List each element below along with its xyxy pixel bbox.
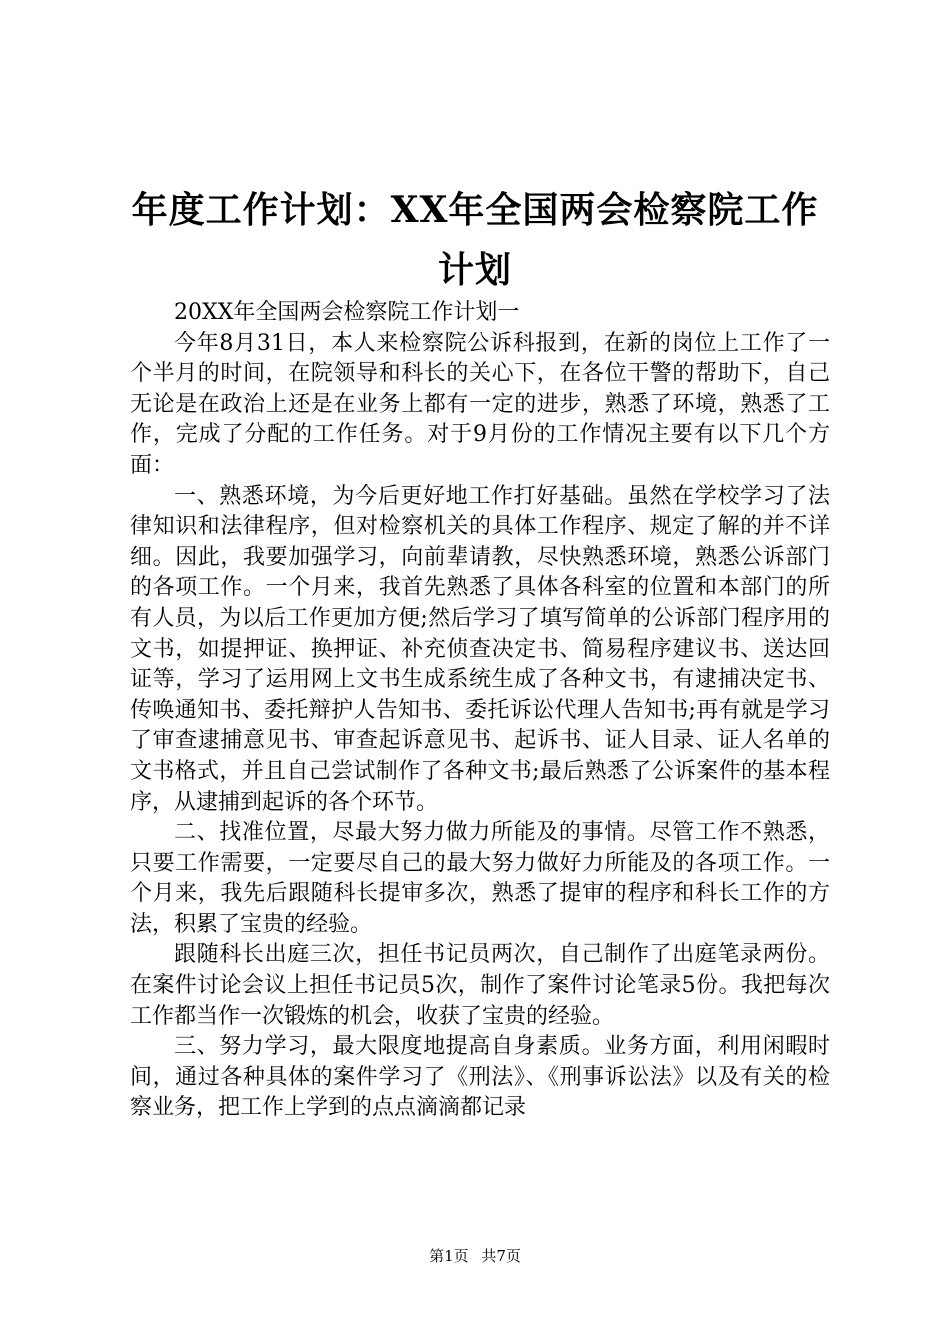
paragraph: 一、熟悉环境，为今后更好地工作打好基础。虽然在学校学习了法律知识和法律程序，但对检察机关的具体工作程序、规定了解的并不详细。因此，我要加强学习，向前辈请教，尽快熟悉环境，熟悉公诉部门的各项工作。一个月来，我首先熟悉了具体各科室的位置和本部门的所有人员，为以后工作更加方便;然后学习了填写简单的公诉部门程序用的文书，如提押证、换押证、补充侦查决定书、简易程序建议书、送达回证等，学习了运用网上文书生成系统生成了各种文书，有逮捕决定书、传唤通知书、委托辩护人告知书、委托诉讼代理人告知书;再有就是学习了审查逮捕意见书、审查起诉意见书、起诉书、证人目录、证人名单的文书格式，并且自己尝试制作了各种文书;最后熟悉了公诉案件的基本程序，从逮捕到起诉的各个环节。	[130, 483, 830, 815]
document-title: 年度工作计划：XX年全国两会检察院工作计划	[131, 189, 819, 291]
paragraph: 跟随科长出庭三次，担任书记员两次，自己制作了出庭笔录两份。在案件讨论会议上担任书记员5次，制作了案件讨论笔录5份。我把每次工作都当作一次锻炼的机会，收获了宝贵的经验。	[130, 942, 830, 1029]
page-number: 第1页	[429, 1247, 469, 1265]
paragraph: 今年8月31日，本人来检察院公诉科报到，在新的岗位上工作了一个半月的时间，在院领导和科长的关心下，在各位干警的帮助下，自己无论是在政治上还是在业务上都有一定的进步，熟悉了环境，熟悉了工作，完成了分配的工作任务。对于9月份的工作情况主要有以下几个方面：	[130, 330, 830, 478]
page-total: 共7页	[481, 1247, 521, 1265]
paragraph: 三、努力学习，最大限度地提高自身素质。业务方面，利用闲暇时间，通过各种具体的案件学习了《刑法》、《刑事诉讼法》以及有关的检察业务，把工作上学到的点点滴滴都记录	[130, 1034, 830, 1121]
page-footer	[0, 1245, 950, 1266]
paragraph-subtitle: 20XX年全国两会检察院工作计划一	[174, 300, 520, 325]
paragraph: 二、找准位置，尽最大努力做力所能及的事情。尽管工作不熟悉，只要工作需要，一定要尽自己的最大努力做好力所能及的各项工作。一个月来，我先后跟随科长提审多次，熟悉了提审的程序和科长工作的方法，积累了宝贵的经验。	[130, 820, 830, 937]
document-body	[130, 298, 830, 1124]
